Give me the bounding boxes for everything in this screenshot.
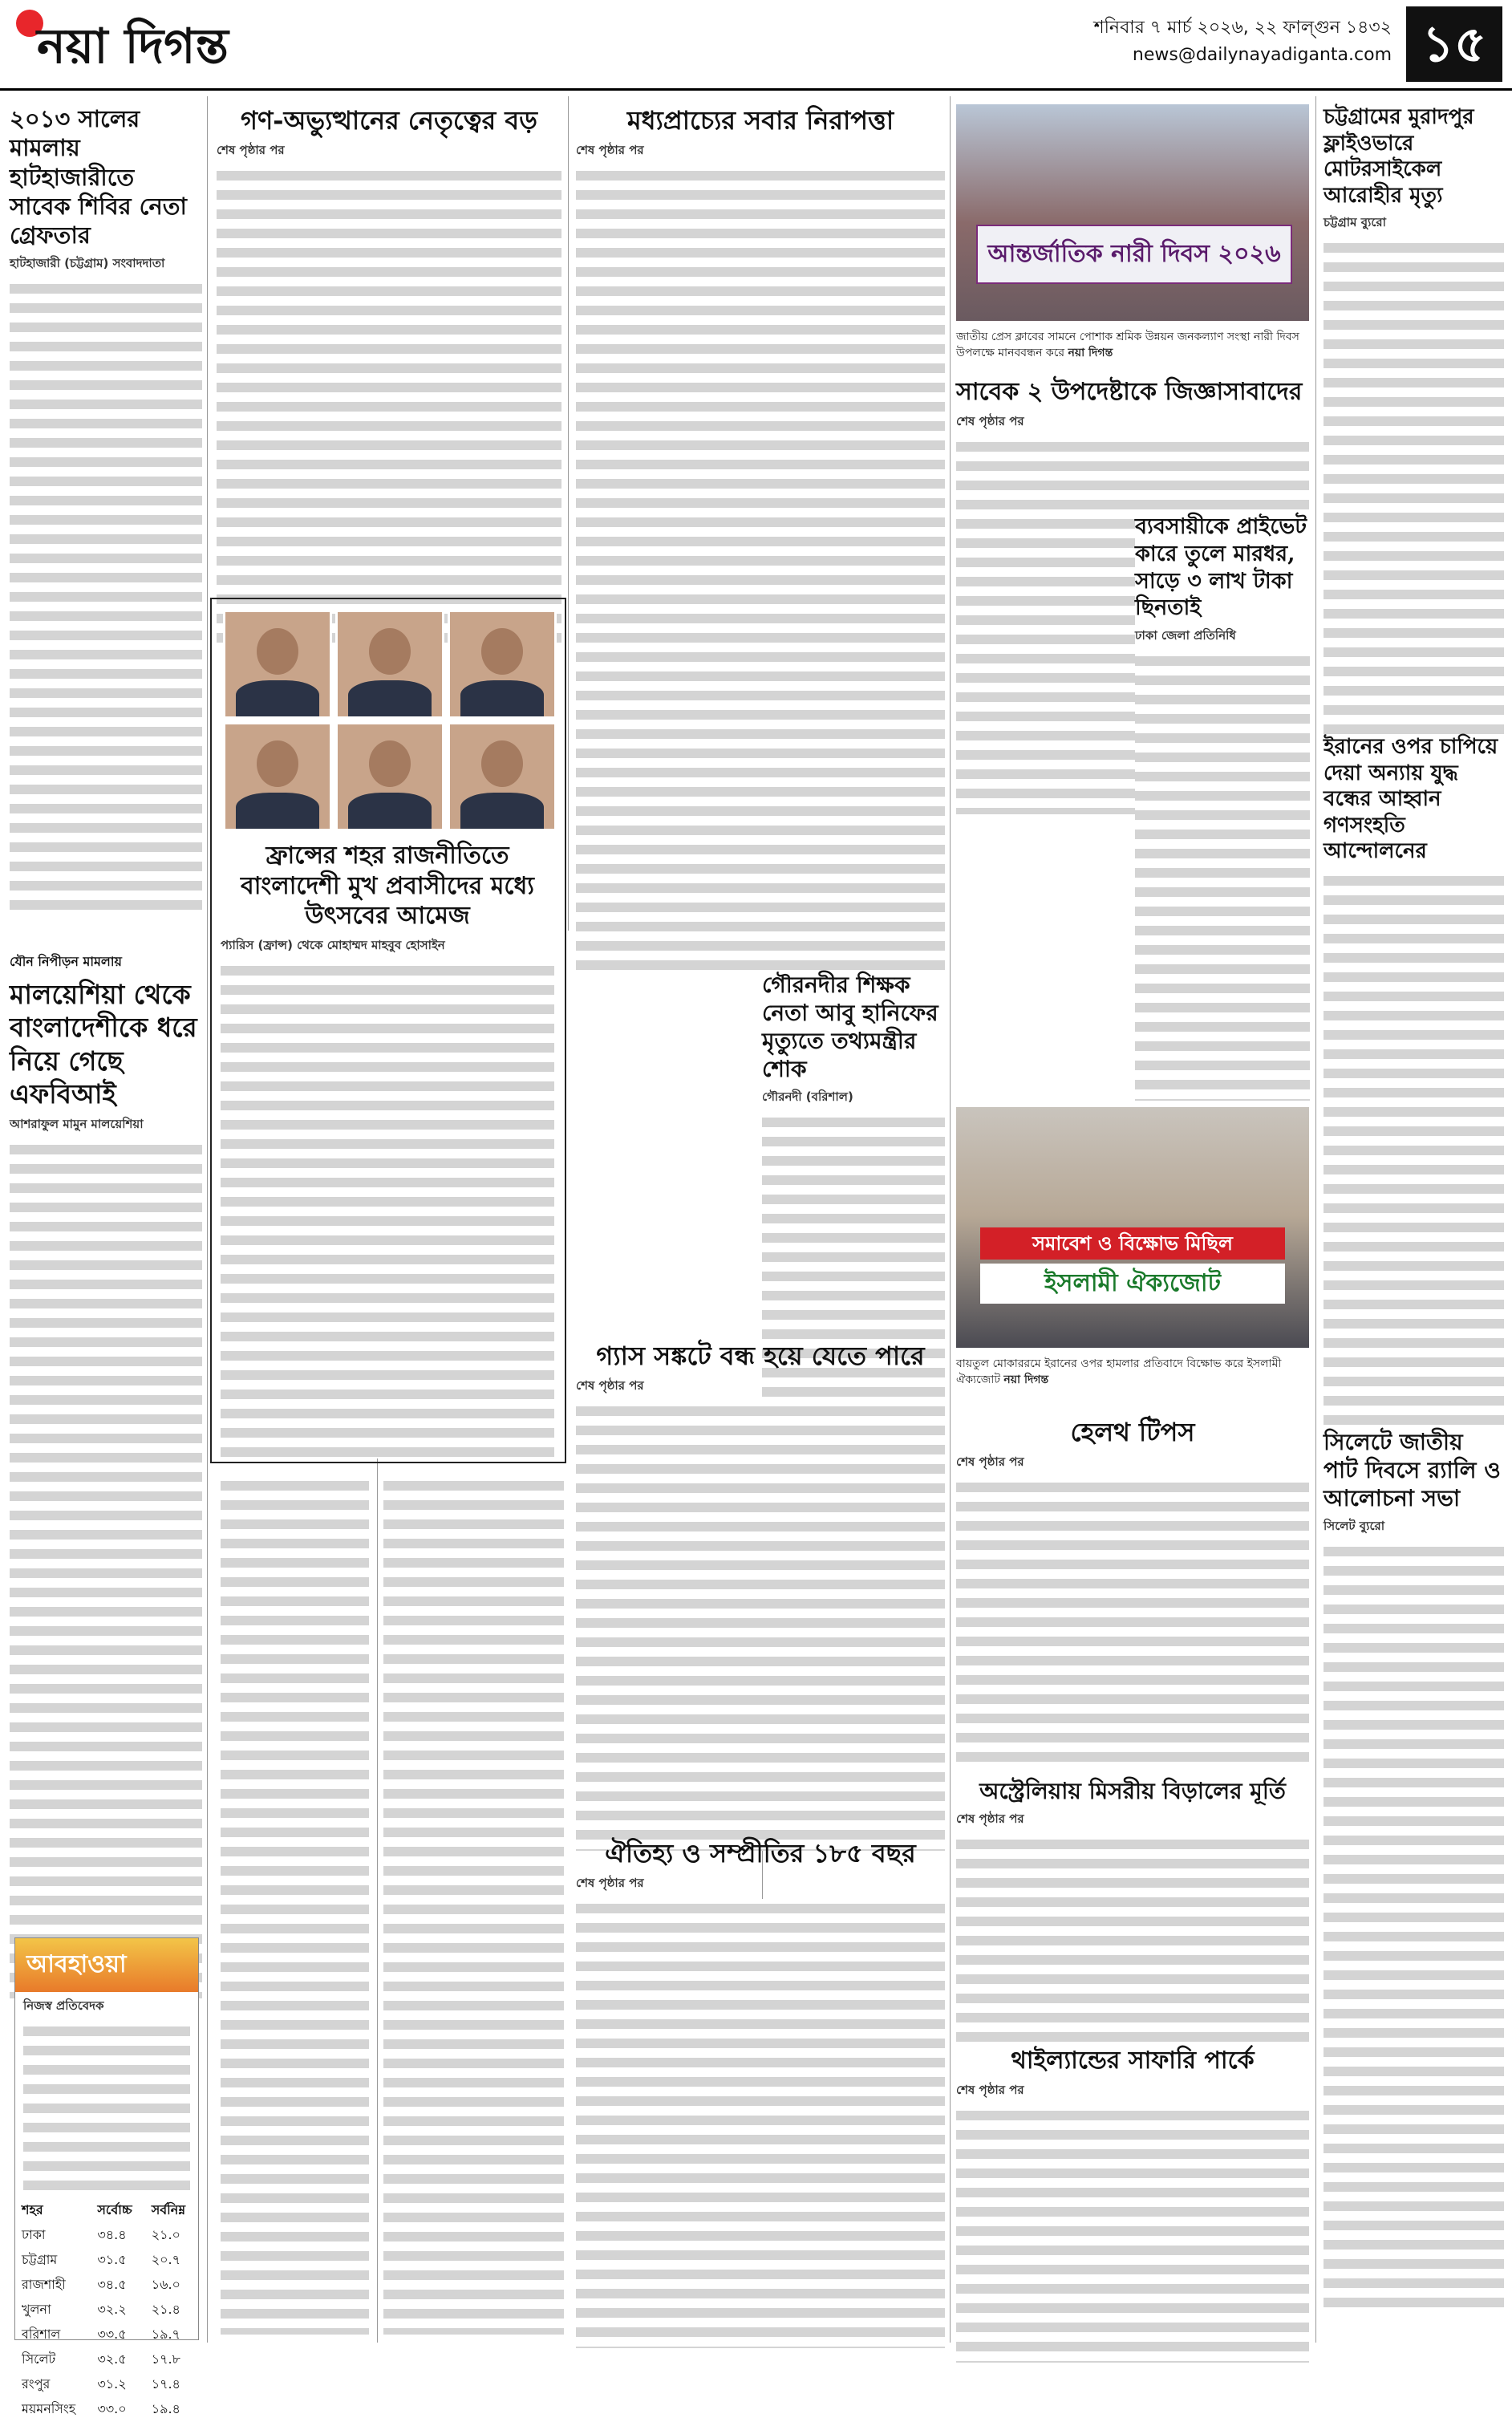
weather-cell: ৩২.৫ [97, 2351, 127, 2367]
article-body [956, 2106, 1309, 2363]
headline: অস্ট্রেলিয়ায় মিসরীয় বিড়ালের মূর্তি [979, 1778, 1286, 1804]
weather-cell: ৩৩.০ [97, 2401, 127, 2416]
byline: শেষ পৃষ্ঠার পর [576, 1378, 644, 1393]
headline: চট্টগ্রামের মুরাদপুর ফ্লাইওভারে মোটরসাইকেল আরোহীর মৃত্যু [1324, 105, 1474, 208]
weather-cell: ২১.৪ [151, 2302, 180, 2317]
headline: মালয়েশিয়া থেকে বাংলাদেশীকে ধরে নিয়ে গেছে এফবিআই [10, 979, 197, 1110]
kicker: যৌন নিপীড়ন মামলায় [10, 954, 122, 969]
date-line: শনিবার ৭ মার্চ ২০২৬, ২২ ফাল্গুন ১৪৩২ news@dailynayadiganta.com [1094, 14, 1392, 69]
weather-table [15, 2198, 198, 2422]
weather-row [15, 2323, 198, 2347]
weather-cell: রাজশাহী [22, 2277, 66, 2292]
headline: ফ্রান্সের শহর রাজনীতিতে বাংলাদেশী মুখ প্রবাসীদের মধ্যে উৎসবের আমেজ [241, 842, 534, 930]
page-number: ১৫ [1406, 6, 1502, 82]
article-uprising [217, 104, 561, 647]
headline: ঐতিহ্য ও সম্প্রীতির ১৮৫ বছর [605, 1838, 916, 1868]
article-safari-park [956, 2046, 1309, 2363]
weather-header: সর্বনিম্ন [151, 2202, 186, 2217]
article-body [956, 1478, 1309, 1767]
weather-cell: ৩২.২ [97, 2302, 127, 2317]
portrait-photo [448, 722, 557, 831]
byline: হাটহাজারী (চট্টগ্রাম) সংবাদদাতা [10, 256, 165, 271]
article-body [217, 166, 561, 647]
headline: ব্যবসায়ীকে প্রাইভেট কারে তুলে মারধর, সাড়ে ৩ লাখ টাকা ছিনতাই [1135, 514, 1307, 621]
article-body [221, 1476, 369, 2335]
weather-row [15, 2372, 198, 2397]
weather-cell: ময়মনসিংহ [22, 2401, 76, 2416]
article-body [1324, 238, 1504, 736]
portrait-photo [335, 722, 444, 831]
weather-cell: ১৭.৪ [151, 2376, 180, 2392]
byline: গৌরনদী (বরিশাল) [762, 1089, 853, 1104]
weather-row [15, 2273, 198, 2298]
byline: শেষ পৃষ্ঠার পর [956, 1454, 1024, 1469]
byline: শেষ পৃষ্ঠার পর [576, 143, 644, 157]
weather-row [15, 2397, 198, 2422]
weather-cell: চট্টগ্রাম [22, 2252, 58, 2267]
weather-cell: ১৭.৮ [151, 2351, 180, 2367]
headline: গণ-অভ্যুত্থানের নেতৃত্বের বড় [240, 105, 538, 136]
article-body [1324, 871, 1504, 1433]
article-body [956, 1835, 1309, 2043]
headline: গৌরনদীর শিক্ষক নেতা আবু হানিফের মৃত্যুতে তথ্যমন্ত্রীর শোক [762, 972, 938, 1082]
weather-row [15, 2248, 198, 2273]
photo-caption: জাতীয় প্রেস ক্লাবের সামনে পোশাক শ্রমিক উন্নয়ন জনকল্যাণ সংস্থা নারী দিবস উপলক্ষে মানববন্ধন করে নয়া দিগন্ত [956, 331, 1299, 359]
article-hathazari [10, 104, 202, 913]
newspaper-logo: নয়া দিগন্ত [16, 10, 229, 90]
headline: মধ্যপ্রাচ্যের সবার নিরাপত্তা [626, 105, 894, 136]
article-robbery [1135, 513, 1310, 1101]
weather-cell: ৩১.২ [97, 2376, 127, 2392]
headline: সাবেক ২ উপদেষ্টাকে জিজ্ঞাসাবাদের [956, 378, 1303, 406]
article-body [10, 279, 202, 913]
article-body [576, 166, 945, 976]
article-malaysia [10, 947, 202, 1998]
byline: শেষ পৃষ্ঠার পর [956, 413, 1024, 428]
weather-cell: ৩১.৫ [97, 2252, 127, 2267]
article-body [576, 1899, 945, 2348]
email[interactable]: news@dailynayadiganta.com [1132, 45, 1392, 65]
weather-cell: বরিশাল [22, 2327, 61, 2342]
article-middle-east [576, 104, 945, 976]
article-body [1324, 1542, 1504, 2312]
weather-cell: ১৬.০ [151, 2277, 180, 2292]
weather-cell: ঢাকা [22, 2227, 46, 2242]
weather-row [15, 2298, 198, 2323]
headline: গ্যাস সঙ্কটে বন্ধ হয়ে যেতে পারে [596, 1341, 925, 1371]
article-gas-crisis [576, 1340, 945, 1851]
protest-photo [956, 1107, 1309, 1348]
headline: সিলেটে জাতীয় পাট দিবসে র‍্যালি ও আলোচনা সভা [1324, 1429, 1501, 1511]
weather-cell: ২০.৭ [151, 2252, 180, 2267]
headline: থাইল্যান্ডের সাফারি পার্কে [1011, 2047, 1255, 2075]
byline: শেষ পৃষ্ঠার পর [956, 2082, 1024, 2097]
byline: সিলেট ব্যুরো [1324, 1519, 1385, 1533]
byline: প্যারিস (ফ্রান্স) থেকে মোহাম্মদ মাহবুব হোসাইন [221, 937, 445, 952]
weather-cell: খুলনা [22, 2302, 51, 2317]
weather-row [15, 2347, 198, 2372]
weather-text [23, 2022, 190, 2198]
weather-box [14, 1937, 199, 2416]
headline: ইরানের ওপর চাপিয়ে দেয়া অন্যায় যুদ্ধ বন্ধের আহ্বান গণসংহতি আন্দোলনের [1324, 735, 1498, 863]
banner-text: আন্তর্জাতিক নারী দিবস ২০২৬ [976, 225, 1292, 284]
byline: আশরাফুল মামুন মালয়েশিয়া [10, 1117, 144, 1131]
womens-day-photo [956, 104, 1309, 321]
article-continuation [221, 1476, 369, 2335]
article-health-tips [956, 1416, 1309, 1767]
article-body [1135, 651, 1310, 1101]
weather-row [15, 2223, 198, 2248]
weather-cell: ১৯.৪ [151, 2401, 180, 2416]
banner-org: ইসলামী ঐক্যজোট [980, 1264, 1285, 1304]
article-jute-day [1324, 1428, 1504, 2312]
headline: ২০১৩ সালের মামলায় হাটহাজারীতে সাবেক শিবির নেতা গ্রেফতার [10, 105, 187, 249]
weather-cell: সিলেট [22, 2351, 56, 2367]
article-body [10, 1140, 202, 1998]
byline: শেষ পৃষ্ঠার পর [576, 1876, 644, 1890]
photo-credit: নয়া দিগন্ত [1003, 1373, 1049, 1386]
byline: শেষ পৃষ্ঠার পর [956, 1811, 1024, 1826]
article-body [221, 961, 554, 1458]
byline: চট্টগ্রাম ব্যুরো [1324, 215, 1387, 229]
byline: শেষ পৃষ্ঠার পর [217, 143, 285, 157]
weather-cell: ১৯.৭ [151, 2327, 180, 2342]
masthead [0, 0, 1512, 91]
banner-text: সমাবেশ ও বিক্ষোভ মিছিল [980, 1227, 1285, 1260]
portrait-photo [335, 610, 444, 719]
photo-credit: নয়া দিগন্ত [1068, 347, 1113, 359]
weather-cell: রংপুর [22, 2376, 51, 2392]
portrait-photo [223, 722, 332, 831]
weather-title: আবহাওয়া [15, 1938, 198, 1992]
weather-header: শহর [22, 2202, 43, 2217]
article-egyptian-cat [956, 1777, 1309, 2043]
article-body [383, 1476, 564, 2335]
weather-header: সর্বোচ্চ [97, 2202, 132, 2217]
article-heritage [576, 1837, 945, 2348]
headline: হেলথ টিপস [1070, 1417, 1195, 1447]
photo-caption: বায়তুল মোকাররমে ইরানের ওপর হামলার প্রতিবাদে বিক্ষোভ করে ইসলামী ঐক্যজোট নয়া দিগন্ত [956, 1357, 1282, 1386]
weather-cell: ৩৪.৪ [97, 2227, 127, 2242]
weather-cell: ২১.০ [151, 2227, 180, 2242]
byline: ঢাকা জেলা প্রতিনিধি [1135, 628, 1236, 643]
portrait-photo [448, 610, 557, 719]
article-continuation-2 [383, 1476, 564, 2335]
portrait-photo [223, 610, 332, 719]
article-body [576, 1402, 945, 1851]
weather-cell: ৩৪.৫ [97, 2277, 127, 2292]
article-iran-war [1324, 734, 1504, 1433]
byline: নিজস্ব প্রতিবেদক [23, 1998, 104, 2013]
weather-cell: ৩৩.৫ [97, 2327, 127, 2342]
article-motorcycle [1324, 104, 1504, 736]
article-france [221, 841, 554, 1458]
